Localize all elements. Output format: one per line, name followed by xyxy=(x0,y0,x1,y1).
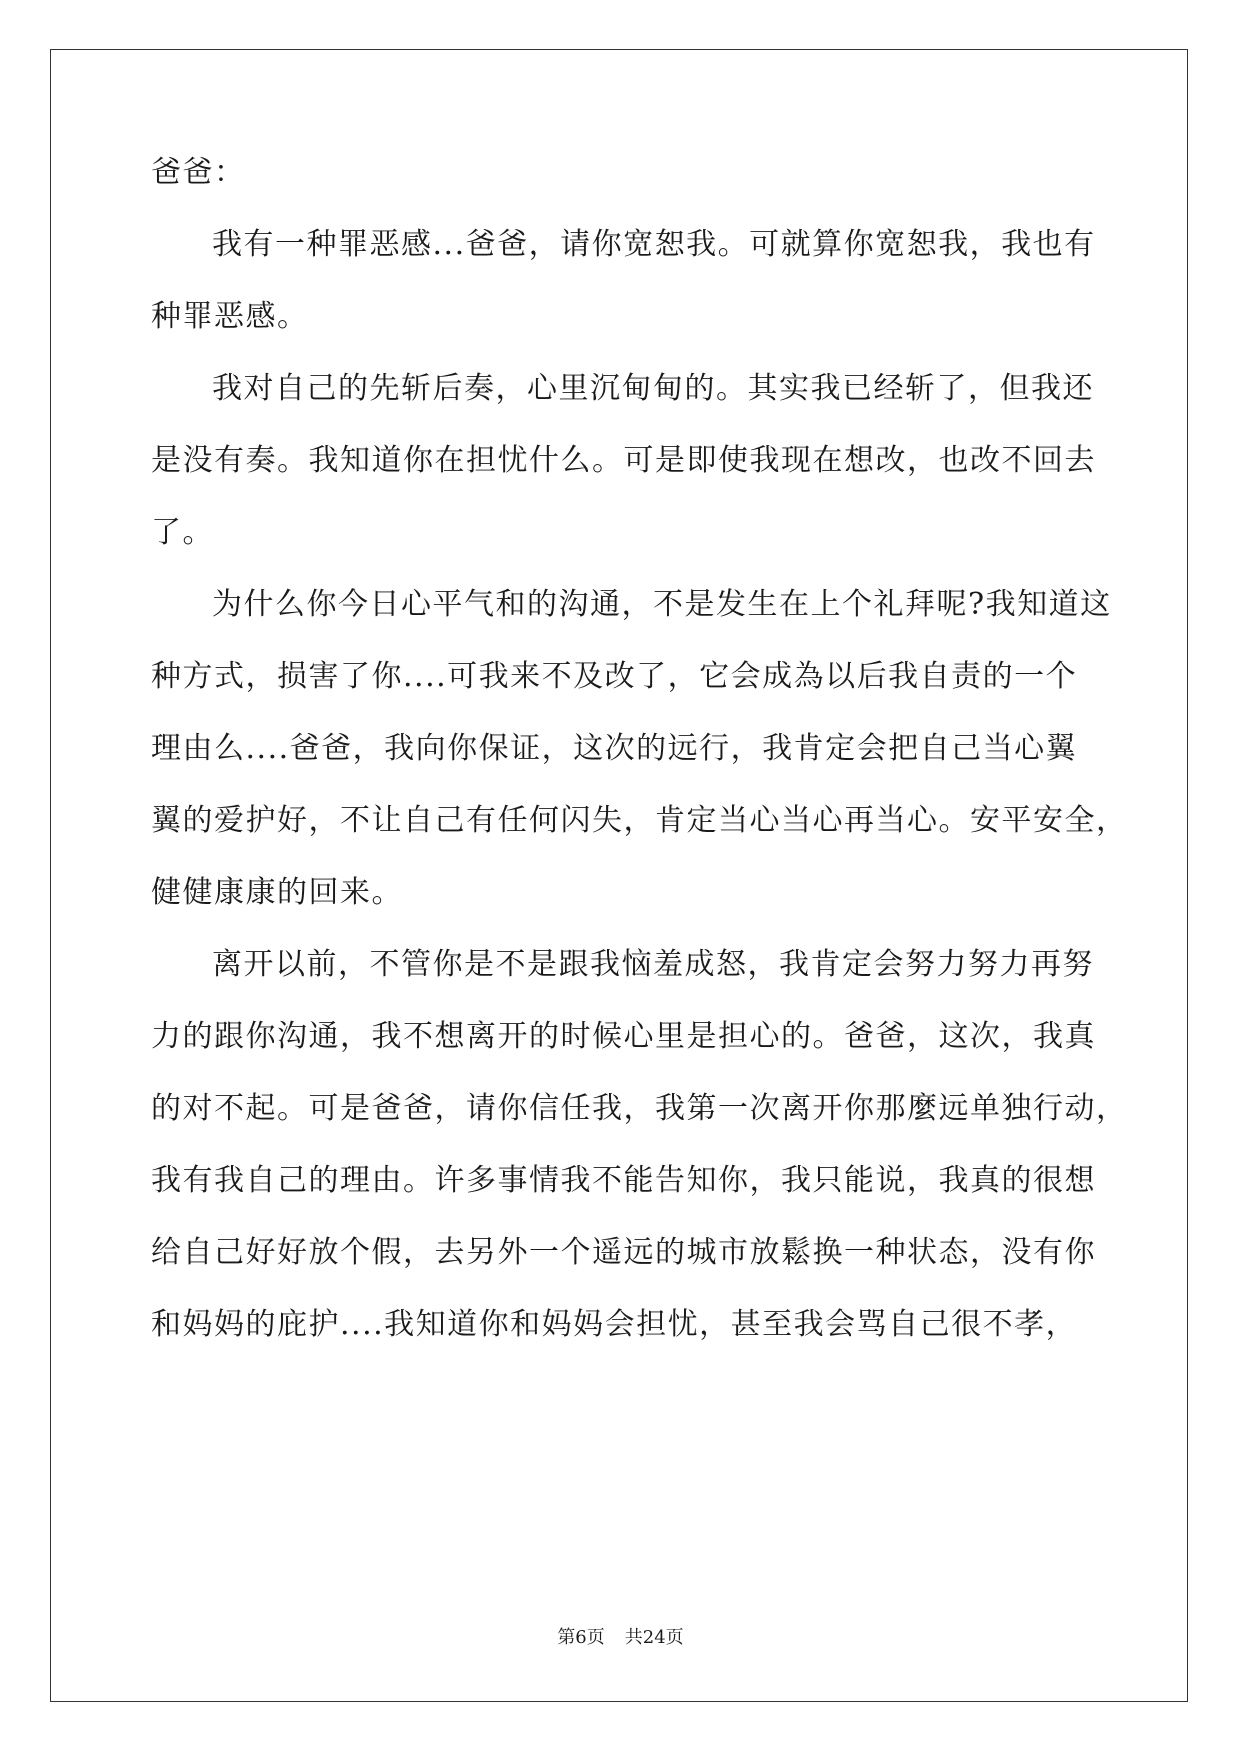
paragraph-line: 种方式，损害了你....可我来不及改了，它会成為以后我自责的一个 xyxy=(151,659,1078,694)
paragraph-line: 给自己好好放个假，去另外一个遥远的城市放鬆换一种状态，没有你 xyxy=(151,1235,1096,1270)
paragraph-line: 的对不起。可是爸爸，请你信任我，我第一次离开你那麼远单独行动， xyxy=(151,1091,1128,1126)
paragraph-line: 理由么....爸爸，我向你保证，这次的远行，我肯定会把自己当心翼 xyxy=(151,731,1078,766)
paragraph-line: 力的跟你沟通，我不想离开的时候心里是担心的。爸爸，这次，我真 xyxy=(151,1019,1096,1054)
page-number: 第6页 xyxy=(557,1627,605,1648)
page-footer xyxy=(0,1626,1241,1650)
salutation: 爸爸： xyxy=(151,155,246,190)
paragraph-line: 为什么你今日心平气和的沟通，不是发生在上个礼拜呢?我知道这 xyxy=(212,587,1112,622)
paragraph-line: 我对自己的先斩后奏，心里沉甸甸的。其实我已经斩了，但我还 xyxy=(212,371,1094,406)
paragraph-line: 是没有奏。我知道你在担忧什么。可是即使我现在想改，也改不回去 xyxy=(151,443,1096,478)
paragraph-line: 和妈妈的庇护....我知道你和妈妈会担忧，甚至我会骂自己很不孝， xyxy=(151,1307,1078,1342)
paragraph-line: 健健康康的回来。 xyxy=(151,875,403,910)
paragraph-line: 我有一种罪恶感...爸爸，请你宽恕我。可就算你宽恕我，我也有 xyxy=(212,227,1096,262)
paragraph-line: 离开以前，不管你是不是跟我恼羞成怒，我肯定会努力努力再努 xyxy=(212,947,1094,982)
paragraph-line: 种罪恶感。 xyxy=(151,299,309,334)
paragraph-line: 我有我自己的理由。许多事情我不能告知你，我只能说，我真的很想 xyxy=(151,1163,1096,1198)
paragraph-line: 了。 xyxy=(151,515,214,550)
page-total: 共24页 xyxy=(624,1627,684,1648)
paragraph-line: 翼的爱护好，不让自己有任何闪失，肯定当心当心再当心。安平安全， xyxy=(151,803,1128,838)
